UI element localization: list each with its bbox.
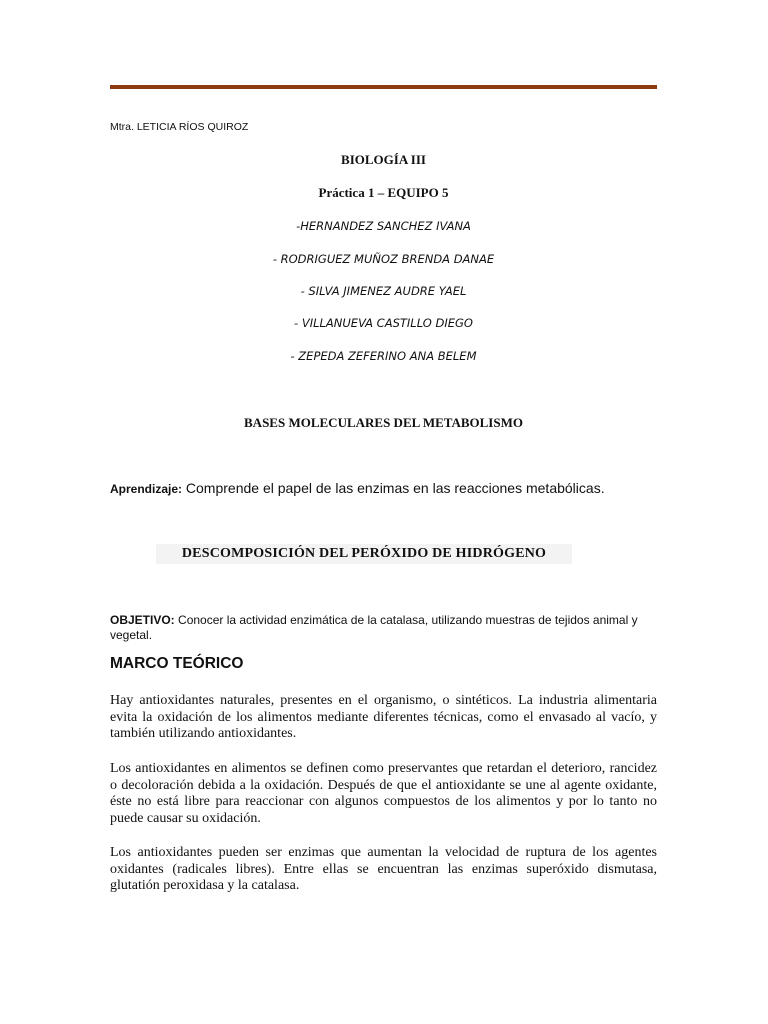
team-member: - ZEPEDA ZEFERINO ANA BELEM bbox=[290, 349, 477, 363]
section-heading: MARCO TEÓRICO bbox=[110, 655, 244, 672]
teacher-name: Mtra. LETICIA RÍOS QUIROZ bbox=[110, 121, 249, 133]
learning-text: Comprende el papel de las enzimas en las reacciones metabólicas. bbox=[182, 480, 605, 496]
team-member: -HERNANDEZ SANCHEZ IVANA bbox=[296, 219, 471, 233]
learning-line bbox=[110, 480, 605, 496]
experiment-title: DESCOMPOSICIÓN DEL PERÓXIDO DE HIDRÓGENO bbox=[156, 544, 572, 564]
objective bbox=[110, 613, 657, 643]
team-member: - RODRIGUEZ MUÑOZ BRENDA DANAE bbox=[272, 252, 495, 266]
objective-text: Conocer la actividad enzimática de la catalasa, utilizando muestras de tejidos animal y vegetal. bbox=[110, 613, 638, 642]
paragraph: Los antioxidantes pueden ser enzimas que aumentan la velocidad de ruptura de los agentes oxidantes (radicales libres). Entre ellas se encuentran las enzimas superóxido dismutasa, glutatión peroxidasa y la catalasa. bbox=[110, 845, 657, 893]
course-title: BIOLOGÍA III bbox=[341, 152, 426, 167]
header-rule bbox=[110, 85, 657, 89]
learning-label: Aprendizaje: bbox=[110, 482, 183, 496]
paragraph: Hay antioxidantes naturales, presentes en el organismo, o sintéticos. La industria alimentaria evita la oxidación de los alimentos mediante diferentes técnicas, como el envasado al vacío, y también utilizando antioxidantes. bbox=[110, 693, 657, 741]
unit-title: BASES MOLECULARES DEL METABOLISMO bbox=[244, 415, 523, 430]
team-member: - VILLANUEVA CASTILLO DIEGO bbox=[294, 316, 473, 330]
team-member: - SILVA JIMENEZ AUDRE YAEL bbox=[300, 284, 467, 298]
objective-label: OBJETIVO: bbox=[110, 613, 175, 627]
practice-title: Práctica 1 – EQUIPO 5 bbox=[318, 185, 449, 200]
paragraph: Los antioxidantes en alimentos se definen como preservantes que retardan el deterioro, rancidez o decoloración debida a la oxidación. Después de que el antioxidante se une al agente oxidante, éste no está libre para reaccionar con algunos compuestos de los alimentos y por lo tanto no puede causar su oxidación. bbox=[110, 761, 657, 826]
